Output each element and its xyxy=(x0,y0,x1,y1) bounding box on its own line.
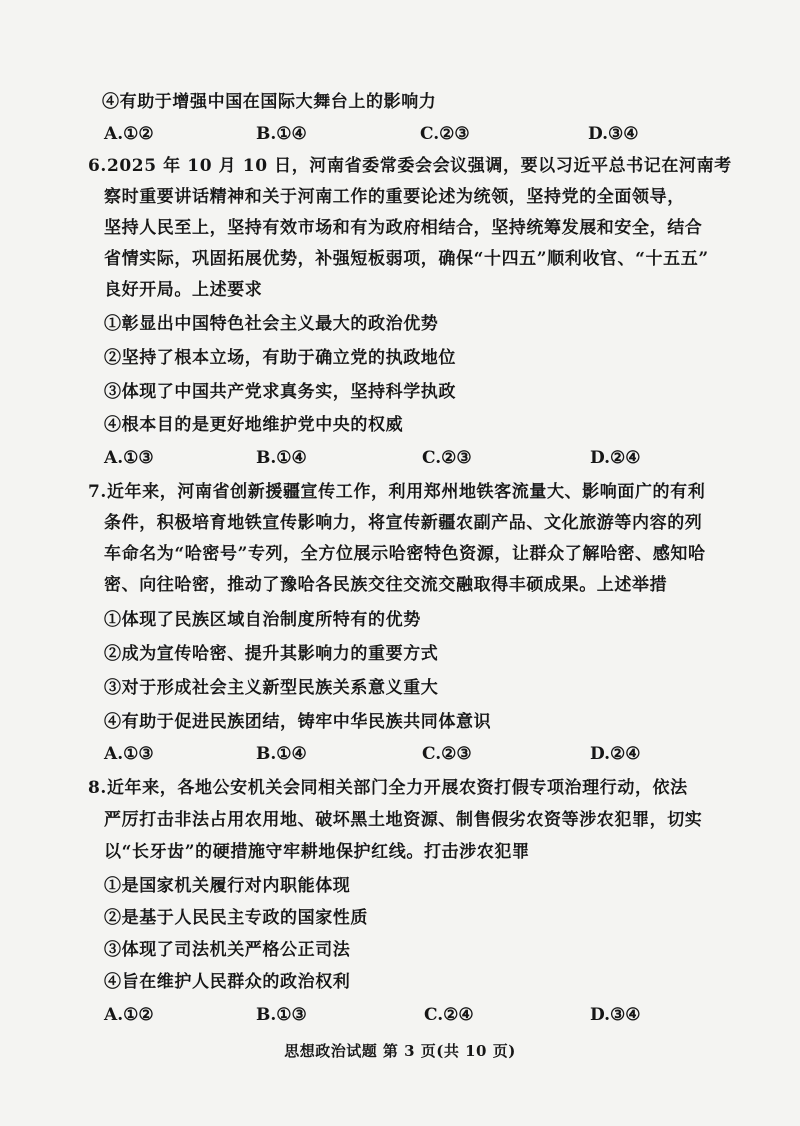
q8-statement-3: ③体现了司法机关严格公正司法 xyxy=(104,940,351,960)
q6-stem-line: 察时重要讲话精神和关于河南工作的重要论述为统领，坚持党的全面领导， xyxy=(104,187,685,207)
q7-stem-line: 7.近年来，河南省创新援疆宣传工作，利用郑州地铁客流量大、影响面广的有利 xyxy=(88,482,706,502)
q6-stem-line: 省情实际，巩固拓展优势，补强短板弱项，确保“十四五”顺利收官、“十五五” xyxy=(104,249,709,269)
q6-statement-1: ①彰显出中国特色社会主义最大的政治优势 xyxy=(104,314,439,334)
q8-statement-2: ②是基于人民民主专政的国家性质 xyxy=(104,908,368,928)
q5-option-a: A.①② xyxy=(104,124,154,144)
q8-stem-line: 严厉打击非法占用农用地、破坏黑土地资源、制售假劣农资等涉农犯罪，切实 xyxy=(104,810,703,830)
q7-statement-2: ②成为宣传哈密、提升其影响力的重要方式 xyxy=(104,644,439,664)
q6-option-d: D.②④ xyxy=(590,448,641,468)
q5-option-c: C.②③ xyxy=(420,124,470,144)
q8-stem-line: 以“长牙齿”的硬措施守牢耕地保护红线。打击涉农犯罪 xyxy=(104,842,530,862)
q6-statement-3: ③体现了中国共产党求真务实，坚持科学执政 xyxy=(104,382,456,402)
q8-option-d: D.③④ xyxy=(590,1005,641,1025)
q7-option-c: C.②③ xyxy=(422,744,472,764)
q7-option-b: B.①④ xyxy=(256,744,307,764)
q7-statement-1: ①体现了民族区域自治制度所特有的优势 xyxy=(104,610,421,630)
q6-statement-2: ②坚持了根本立场，有助于确立党的执政地位 xyxy=(104,348,456,368)
q7-statement-3: ③对于形成社会主义新型民族关系意义重大 xyxy=(104,678,439,698)
q7-option-d: D.②④ xyxy=(590,744,641,764)
q5-option-b: B.①④ xyxy=(256,124,307,144)
q6-stem-line: 6.2025 年 10 月 10 日，河南省委常委会会议强调，要以习近平总书记在河南考 xyxy=(88,156,732,176)
q6-stem-line: 坚持人民至上，坚持有效市场和有为政府相结合，坚持统筹发展和安全，结合 xyxy=(104,218,703,238)
q5-option-d: D.③④ xyxy=(588,124,639,144)
q8-option-b: B.①③ xyxy=(256,1005,307,1025)
q8-statement-1: ①是国家机关履行对内职能体现 xyxy=(104,876,351,896)
page-footer: 思想政治试题 第 3 页(共 10 页) xyxy=(284,1042,516,1060)
q8-option-a: A.①② xyxy=(104,1005,154,1025)
q7-statement-4: ④有助于促进民族团结，铸牢中华民族共同体意识 xyxy=(104,712,492,732)
q6-option-a: A.①③ xyxy=(104,448,154,468)
q8-stem-line: 8.近年来，各地公安机关会同相关部门全力开展农资打假专项治理行动，依法 xyxy=(88,778,688,798)
q6-option-c: C.②③ xyxy=(422,448,472,468)
q7-stem-line: 密、向往哈密，推动了豫哈各民族交往交流交融取得丰硕成果。上述举措 xyxy=(104,575,668,595)
q8-option-c: C.②④ xyxy=(424,1005,474,1025)
q5-statement-4: ④有助于增强中国在国际大舞台上的影响力 xyxy=(102,92,437,112)
q6-stem-line: 良好开局。上述要求 xyxy=(104,280,263,300)
q7-option-a: A.①③ xyxy=(104,744,154,764)
q6-statement-4: ④根本目的是更好地维护党中央的权威 xyxy=(104,415,404,435)
q7-stem-line: 车命名为“哈密号”专列，全方位展示哈密特色资源，让群众了解哈密、感知哈 xyxy=(104,544,706,564)
q6-option-b: B.①④ xyxy=(256,448,307,468)
q7-stem-line: 条件，积极培育地铁宣传影响力，将宣传新疆农副产品、文化旅游等内容的列 xyxy=(104,513,703,533)
q8-statement-4: ④旨在维护人民群众的政治权利 xyxy=(104,972,351,992)
